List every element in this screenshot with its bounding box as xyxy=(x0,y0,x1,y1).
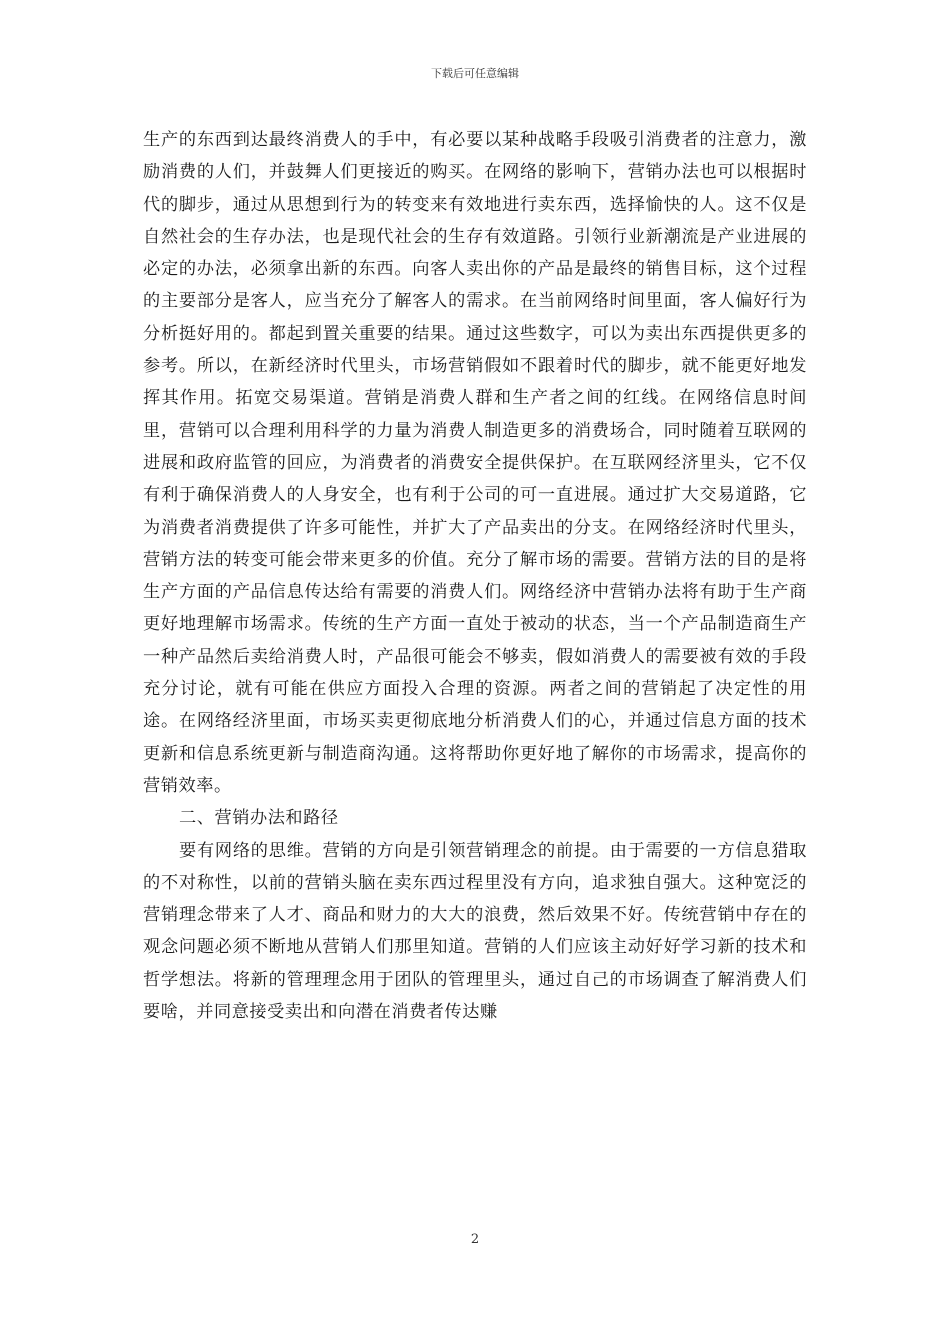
body-paragraph: 生产的东西到达最终消费人的手中，有必要以某种战略手段吸引消费者的注意力，激励消费的人们，并鼓舞人们更接近的购买。在网络的影响下，营销办法也可以根据时代的脚步，通过从思想到行为的转变来有效地进行卖东西，选择愉快的人。这不仅是自然社会的生存办法，也是现代社会的生存有效道路。引领行业新潮流是产业进展的必定的办法，必须拿出新的东西。向客人卖出你的产品是最终的销售目标，这个过程的主要部分是客人，应当充分了解客人的需求。在当前网络时间里面，客人偏好行为分析挺好用的。都起到置关重要的结果。通过这些数字，可以为卖出东西提供更多的参考。所以，在新经济时代里头，市场营销假如不跟着时代的脚步，就不能更好地发挥其作用。拓宽交易渠道。营销是消费人群和生产者之间的红线。在网络信息时间里，营销可以合理利用科学的力量为消费人制造更多的消费场合，同时随着互联网的进展和政府监管的回应，为消费者的消费安全提供保护。在互联网经济里头，它不仅有利于确保消费人的人身安全，也有利于公司的可一直进展。通过扩大交易道路，它为消费者消费提供了许多可能性，并扩大了产品卖出的分支。在网络经济时代里头，营销方法的转变可能会带来更多的价值。充分了解市场的需要。营销方法的目的是将生产方面的产品信息传达给有需要的消费人们。网络经济中营销办法将有助于生产商更好地理解市场需求。传统的生产方面一直处于被动的状态，当一个产品制造商生产一种产品然后卖给消费人时，产品很可能会不够卖，假如消费人的需要被有效的手段充分讨论，就有可能在供应方面投入合理的资源。两者之间的营销起了决定性的用途。在网络经济里面，市场买卖更彻底地分析消费人们的心，并通过信息方面的技术更新和信息系统更新与制造商沟通。这将帮助你更好地了解你的市场需求，提高你的营销效率。 xyxy=(143,130,807,796)
body-paragraph: 要有网络的思维。营销的方向是引领营销理念的前提。由于需要的一方信息猎取的不对称性，以前的营销头脑在卖东西过程里没有方向，追求独自强大。这种宽泛的营销理念带来了人才、商品和财力的大大的浪费，然后效果不好。传统营销中存在的观念问题必须不断地从营销人们那里知道。营销的人们应该主动好好学习新的技术和哲学想法。将新的管理理念用于团队的管理里头，通过自己的市场调查了解消费人们要啥，并同意接受卖出和向潜在消费者传达赚 xyxy=(143,840,807,1023)
page-number: 2 xyxy=(470,1232,480,1247)
section-heading: 二、营销办法和路径 xyxy=(179,808,339,829)
page-header: 下载后可任意编辑 xyxy=(431,67,519,80)
document-body xyxy=(143,124,807,1028)
